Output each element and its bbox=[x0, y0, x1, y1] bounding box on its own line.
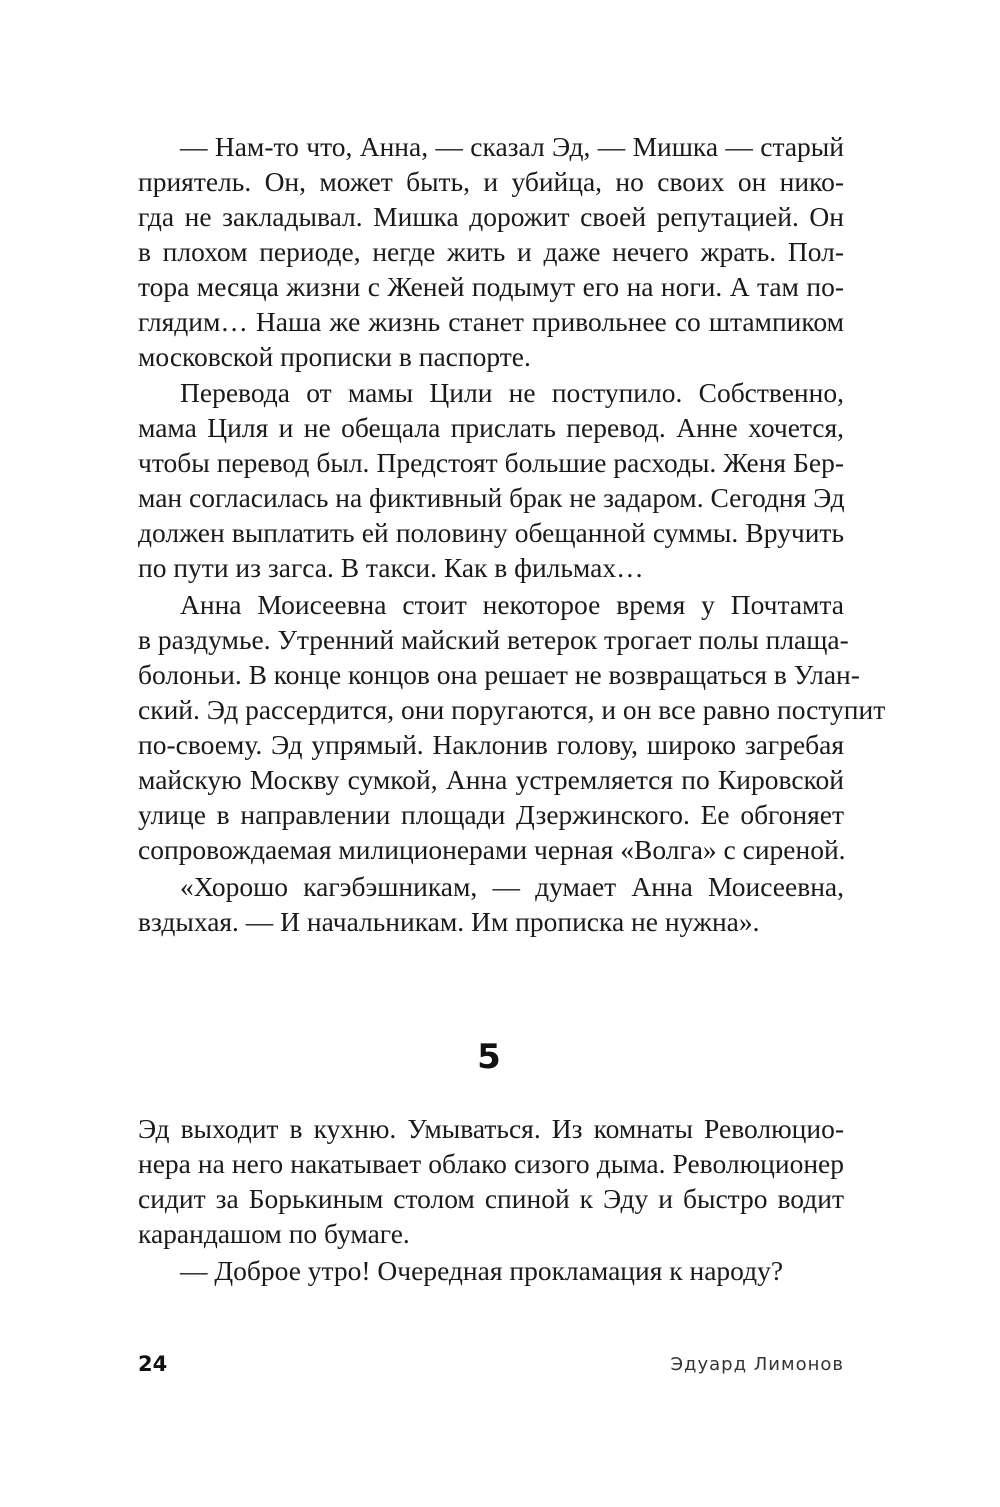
text-line: «Хорошо кагэбэшникам, — думает Анна Моисеевна, bbox=[180, 871, 844, 902]
text-line: нера на него накатывает облако сизого дыма. Революционер bbox=[138, 1148, 844, 1179]
text-line: приятель. Он, может быть, и убийца, но своих он нико- bbox=[138, 166, 844, 197]
text-line: болоньи. В конце концов она решает не возвращаться в Улан- bbox=[138, 659, 860, 690]
text-line: тора месяца жизни с Женей подымут его на ноги. А там по- bbox=[138, 271, 844, 302]
text-line: мама Циля и не обещала прислать перевод. Анне хочется, bbox=[138, 412, 844, 443]
text-line: глядим… Наша же жизнь станет привольнее со штампиком bbox=[138, 306, 844, 337]
text-line: сопровождаемая милиционерами черная «Волга» с сиреной. bbox=[138, 834, 846, 865]
text-line: Эд выходит в кухню. Умываться. Из комнаты Революцио- bbox=[138, 1113, 844, 1144]
page-number: 24 bbox=[138, 1352, 168, 1376]
text-line: майскую Москву сумкой, Анна устремляется по Кировской bbox=[138, 764, 844, 795]
text-line: по-своему. Эд упрямый. Наклонив голову, широко загребая bbox=[138, 729, 844, 760]
running-footer-author: Эдуард Лимонов bbox=[670, 1354, 844, 1375]
text-line: в плохом периоде, негде жить и даже нечего жрать. Пол- bbox=[138, 236, 844, 267]
text-line: должен выплатить ей половину обещанной суммы. Вручить bbox=[138, 517, 844, 548]
text-line: чтобы перевод был. Предстоят большие расходы. Женя Бер- bbox=[138, 447, 844, 478]
text-line: улице в направлении площади Дзержинского. Ее обгоняет bbox=[138, 799, 844, 830]
text-line: в раздумье. Утренний майский ветерок трогает полы плаща- bbox=[138, 624, 849, 655]
text-line: карандашом по бумаге. bbox=[138, 1218, 410, 1249]
text-line: — Доброе утро! Очередная прокламация к народу? bbox=[180, 1255, 784, 1286]
text-line: вздыхая. — И начальникам. Им прописка не нужна». bbox=[138, 906, 760, 937]
text-line: гда не закладывал. Мишка дорожит своей репутацией. Он bbox=[138, 201, 844, 232]
text-line: — Нам-то что, Анна, — сказал Эд, — Мишка — старый bbox=[180, 131, 844, 162]
text-line: Перевода от мамы Цили не поступило. Собственно, bbox=[180, 377, 844, 408]
text-line: московской прописки в паспорте. bbox=[138, 341, 531, 372]
text-line: Анна Моисеевна стоит некоторое время у Почтамта bbox=[180, 589, 844, 620]
text-line: ман согласилась на фиктивный брак не задаром. Сегодня Эд bbox=[138, 482, 845, 513]
text-line: ский. Эд рассердится, они поругаются, и он все равно поступит bbox=[138, 694, 886, 725]
chapter-number: 5 bbox=[477, 1037, 501, 1077]
text-line: сидит за Борькиным столом спиной к Эду и быстро водит bbox=[138, 1183, 844, 1214]
text-line: по пути из загса. В такси. Как в фильмах… bbox=[138, 552, 644, 583]
